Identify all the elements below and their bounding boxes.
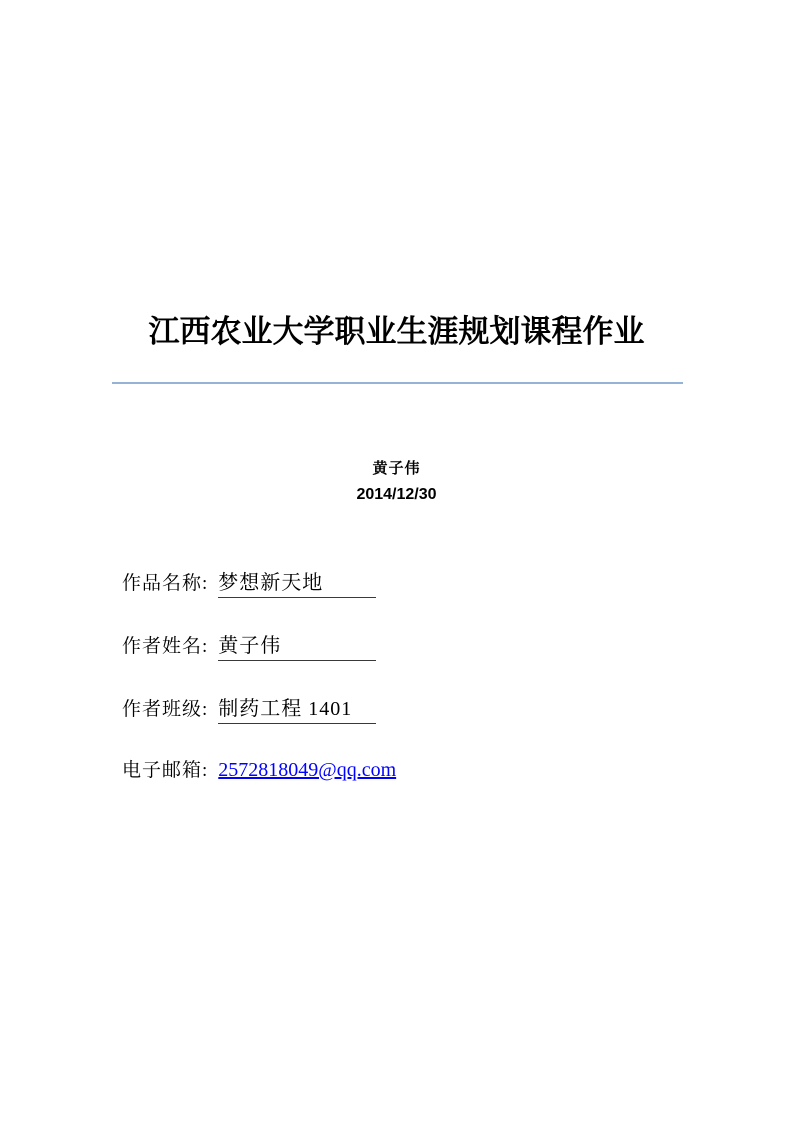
work-title-value: 梦想新天地 bbox=[218, 566, 376, 598]
email-link[interactable]: 2572818049@qq.com bbox=[218, 759, 397, 781]
document-title: 江西农业大学职业生涯规划课程作业 bbox=[148, 314, 645, 349]
author-class-value: 制药工程 1401 bbox=[218, 692, 376, 724]
author-name-label: 作者姓名: bbox=[122, 636, 209, 657]
field-row-author-name bbox=[122, 629, 396, 661]
byline-author: 黄子伟 bbox=[372, 460, 421, 477]
byline bbox=[0, 457, 793, 504]
email-label: 电子邮箱: bbox=[122, 760, 209, 781]
field-row-email bbox=[122, 755, 396, 787]
work-title-label: 作品名称: bbox=[122, 573, 209, 594]
author-class-label: 作者班级: bbox=[122, 699, 209, 720]
field-row-work-title bbox=[122, 566, 396, 598]
field-row-author-class bbox=[122, 692, 396, 724]
byline-date: 2014/12/30 bbox=[356, 486, 437, 503]
author-name-value: 黄子伟 bbox=[218, 629, 376, 661]
info-fields bbox=[122, 566, 396, 818]
title-divider bbox=[112, 382, 683, 384]
